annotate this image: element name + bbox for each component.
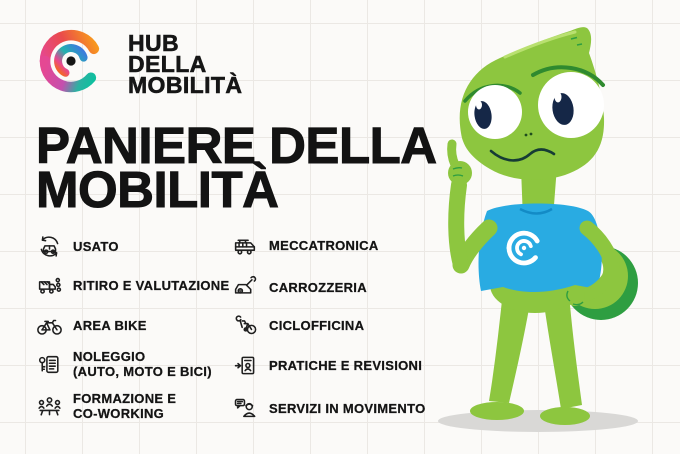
brand-header [38,26,242,96]
service-label: RITIRO E VALUTAZIONE [73,278,230,293]
service-item-ritiro-e-valutazione [36,272,229,299]
service-label: SERVIZI IN MOVIMENTO [269,401,426,416]
body-shop-car-icon [232,274,259,301]
bike-workshop-icon [232,312,259,339]
service-item-usato [36,233,119,260]
service-item-noleggio [36,349,212,379]
service-label: AREA BIKE [73,318,147,333]
service-item-area-bike [36,312,147,339]
hub-mobility-logo-icon [38,26,108,96]
chameleon-mascot-illustration [425,13,645,438]
service-label: MECCATRONICA [269,238,379,253]
service-label: PRATICHE E REVISIONI [269,358,423,373]
service-item-carrozzeria [232,274,367,301]
brand-name [128,30,243,98]
brand-line: HUB [128,30,180,56]
documents-hand-icon [232,352,259,379]
service-item-pratiche-revisioni [232,352,422,379]
key-document-icon [36,351,63,378]
service-item-meccatronica [232,232,379,259]
page-title-line1: PANIERE DELLA [36,117,437,174]
service-label: USATO [73,239,119,254]
mascot-shadow [438,410,638,432]
brand-line: MOBILITÀ [128,72,243,98]
courier-service-icon [232,395,259,422]
mascot-tshirt [479,204,602,293]
coworking-people-icon [36,393,63,420]
service-label: CARROZZERIA [269,280,367,295]
service-label-line2: (AUTO, MOTO E BICI) [73,364,212,379]
service-label: FORMAZIONE E [73,391,177,406]
service-label: CICLOFFICINA [269,318,365,333]
page-title [36,117,437,218]
mechatronics-van-icon [232,232,259,259]
page-title-line2: MOBILITÀ [36,161,279,218]
brand-line: DELLA [128,51,207,77]
used-car-icon [36,233,63,260]
service-item-formazione-coworking [36,391,176,421]
bicycle-icon [36,312,63,339]
service-item-servizi-in-movimento [232,395,425,422]
service-label-line2: CO-WORKING [73,406,165,421]
tow-truck-checklist-icon [36,272,63,299]
service-label: NOLEGGIO [73,349,146,364]
service-item-ciclofficina [232,312,364,339]
